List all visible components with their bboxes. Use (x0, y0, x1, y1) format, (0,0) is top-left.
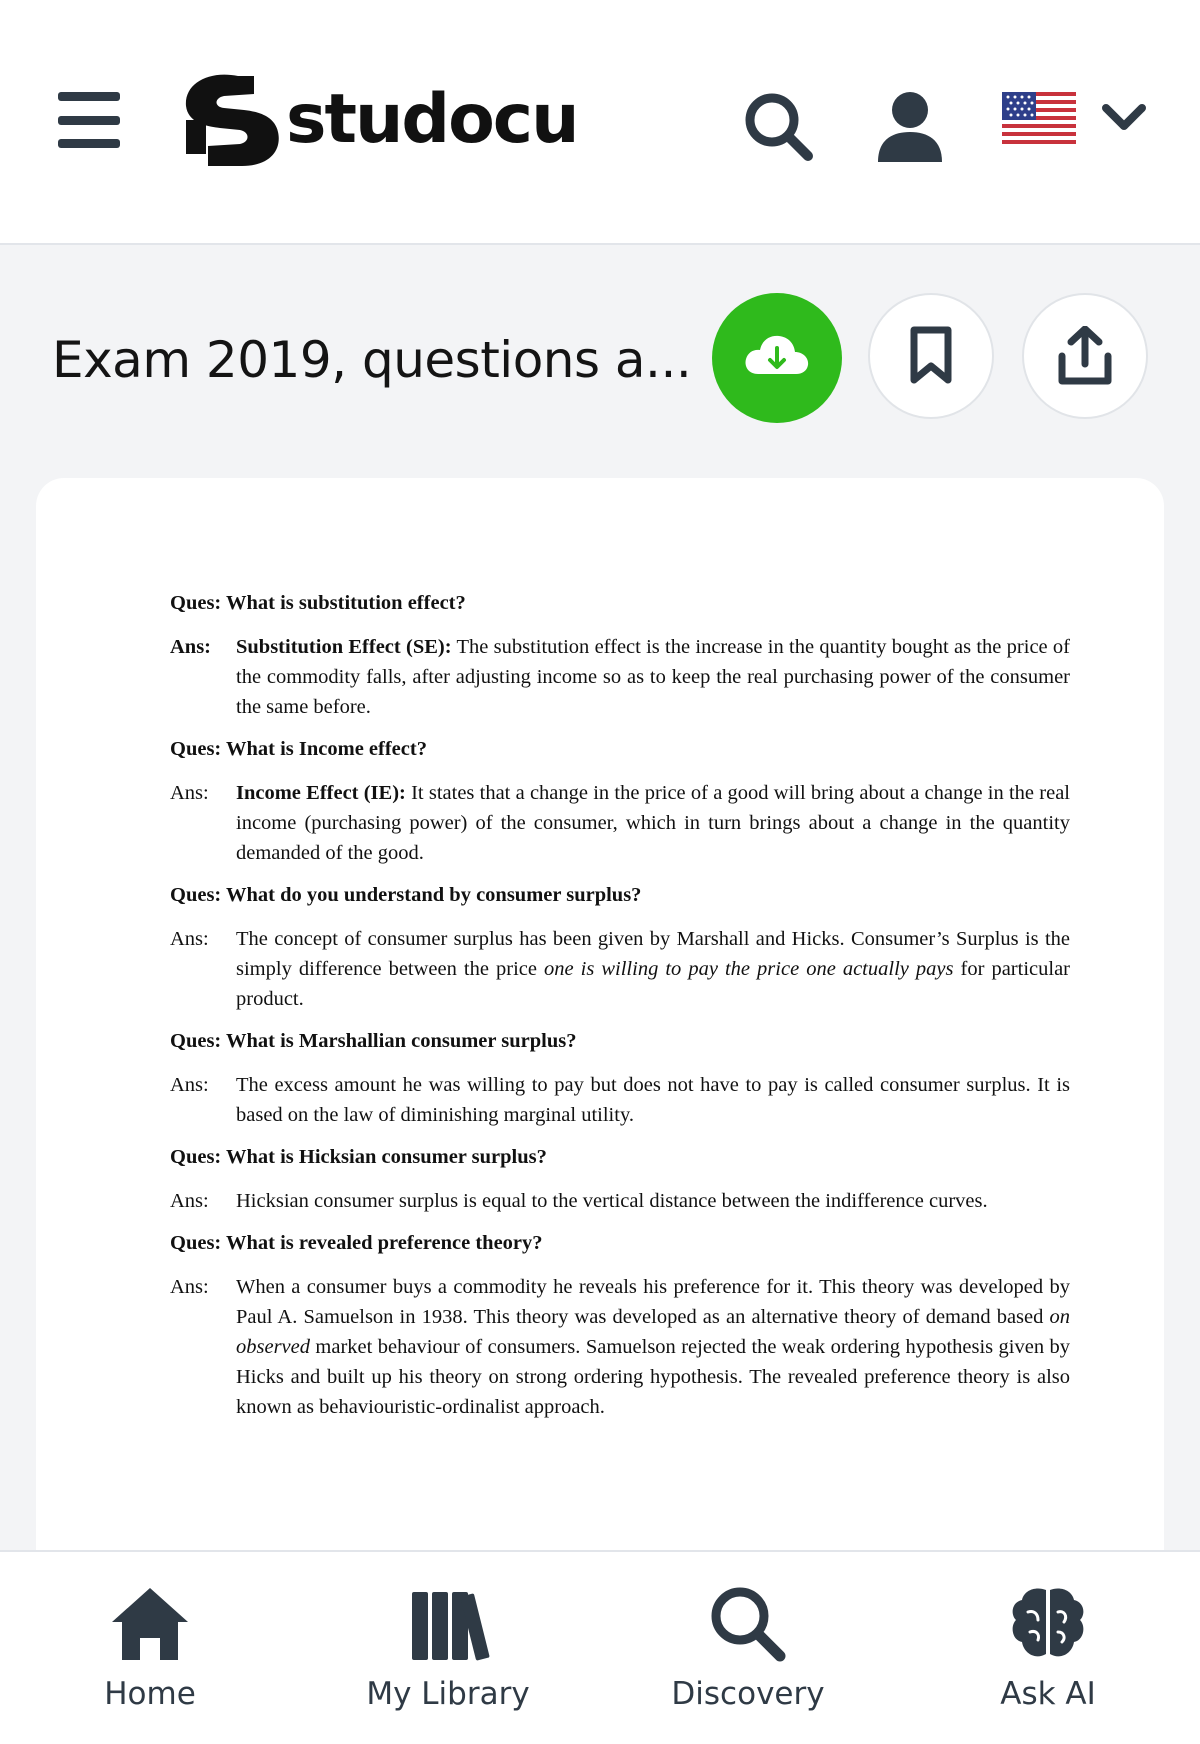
answer-body: for particular product. (236, 958, 1070, 1010)
answer-italic: one is willing to pay the price one actually pays (544, 958, 954, 980)
document-toolbar (0, 247, 1200, 475)
qa-block (170, 880, 1070, 1014)
answer-label: Ans: (170, 1074, 209, 1096)
answer-text (236, 632, 1070, 722)
answer-body: Hicksian consumer surplus is equal to the vertical distance between the indifference curves. (236, 1190, 988, 1212)
top-header (0, 0, 1200, 245)
user-icon[interactable] (872, 88, 948, 164)
menu-icon[interactable] (58, 92, 120, 148)
qa-block (170, 734, 1070, 868)
nav-my-library[interactable] (328, 1582, 568, 1712)
answer-body: The concept of consumer surplus has been given by Marshall and Hicks. Consumer’s Surplus is the simply difference between the price (236, 928, 1070, 980)
answer (170, 778, 1070, 868)
question: Ques: What is Marshallian consumer surplus? (170, 1030, 577, 1052)
share-icon (1057, 326, 1113, 386)
answer (170, 1070, 1070, 1130)
question: Ques: What do you understand by consumer surplus? (170, 884, 642, 906)
answer-label: Ans: (170, 1190, 209, 1212)
home-icon (108, 1582, 192, 1666)
cloud-download-icon (742, 328, 812, 388)
qa-block (170, 1026, 1070, 1130)
answer-italic: on observed (236, 1306, 1070, 1358)
document-title[interactable]: Exam 2019, questions a... (52, 331, 692, 389)
nav-ask-ai-label: Ask AI (1000, 1676, 1096, 1712)
nav-discovery[interactable] (628, 1582, 868, 1712)
brain-icon (1006, 1582, 1090, 1666)
download-button[interactable] (712, 293, 842, 423)
answer (170, 1186, 1070, 1216)
nav-ask-ai[interactable] (928, 1582, 1168, 1712)
answer-text (236, 1272, 1070, 1422)
bookmark-button[interactable] (868, 293, 994, 419)
us-flag-icon[interactable] (1002, 92, 1076, 148)
answer-label: Ans: (170, 636, 212, 658)
qa-block (170, 1228, 1070, 1422)
answer-body: The substitution effect is the increase in the quantity bought as the price of the commodity falls, after adjusting income so as to keep the real purchasing power of the consumer the same before. (236, 636, 1070, 718)
nav-home[interactable] (30, 1582, 270, 1712)
studocu-logo[interactable] (178, 70, 578, 170)
qa-block (170, 588, 1070, 722)
bookmark-icon (906, 326, 956, 386)
answer (170, 1272, 1070, 1422)
answer-body: market behaviour of consumers. Samuelson rejected the weak ordering hypothesis given by Hicks and built up his theory on strong ordering hypothesis. The revealed preference theory is also known as behaviouristic-ordinalist approach. (236, 1336, 1070, 1418)
answer-label: Ans: (170, 782, 209, 804)
answer-label: Ans: (170, 928, 209, 950)
answer-body: It states that a change in the price of a good will bring about a change in the real income (purchasing power) of the consumer, which in turn brings about a change in the quantity demanded of the good. (236, 782, 1070, 864)
bottom-navigation (0, 1550, 1200, 1744)
answer-body: When a consumer buys a commodity he reveals his preference for it. This theory was developed by Paul A. Samuelson in 1938. This theory was developed as an alternative theory of demand based (236, 1276, 1070, 1328)
answer (170, 924, 1070, 1014)
question: Ques: What is revealed preference theory? (170, 1232, 543, 1254)
answer-lead: Substitution Effect (SE): (236, 636, 452, 658)
answer-label: Ans: (170, 1276, 209, 1298)
chevron-down-icon[interactable] (1100, 100, 1148, 136)
question: Ques: What is substitution effect? (170, 592, 466, 614)
document-page (36, 478, 1164, 1568)
studocu-logo-icon (178, 70, 284, 170)
answer-lead: Income Effect (IE): (236, 782, 406, 804)
nav-home-label: Home (104, 1676, 196, 1712)
share-button[interactable] (1022, 293, 1148, 419)
document-body (170, 588, 1070, 1434)
library-icon (406, 1582, 490, 1666)
logo-text: studocu (286, 80, 578, 159)
question: Ques: What is Hicksian consumer surplus? (170, 1146, 547, 1168)
answer-text (236, 778, 1070, 868)
discovery-search-icon (706, 1582, 790, 1666)
answer-text (236, 924, 1070, 1014)
qa-block (170, 1142, 1070, 1216)
answer (170, 632, 1070, 722)
answer-body: The excess amount he was willing to pay but does not have to pay is called consumer surplus. It is based on the law of diminishing marginal utility. (236, 1074, 1070, 1126)
nav-discovery-label: Discovery (671, 1676, 825, 1712)
search-icon[interactable] (740, 88, 816, 164)
nav-my-library-label: My Library (366, 1676, 530, 1712)
question: Ques: What is Income effect? (170, 738, 427, 760)
